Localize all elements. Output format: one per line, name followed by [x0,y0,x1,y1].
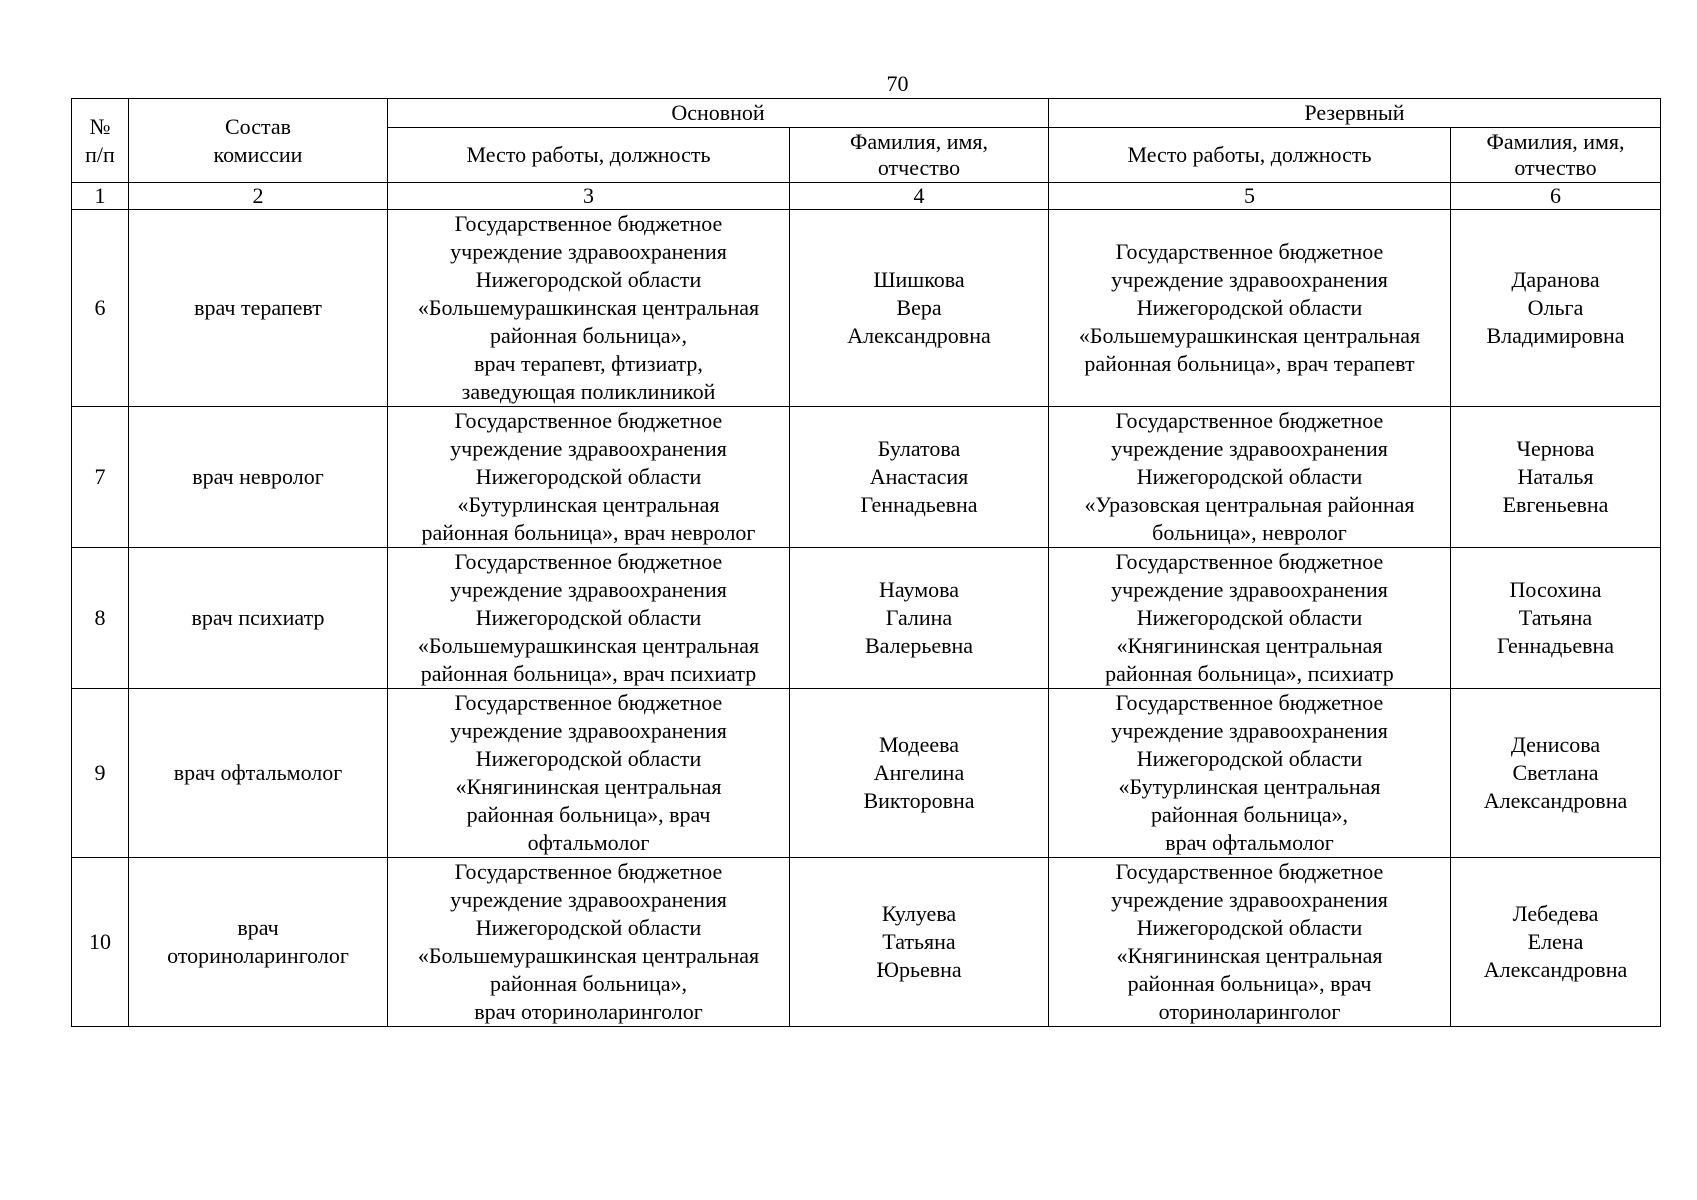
row-reserve-name: Денисова Светлана Александровна [1451,689,1661,858]
header-reserve: Резервный [1049,99,1661,128]
header-num: № п/п [72,99,129,183]
row-reserve-workplace: Государственное бюджетное учреждение здравоохранения Нижегородской области «Бутурлинская центральная районная больница», врач офтальмолог [1049,689,1451,858]
column-number: 3 [388,183,790,210]
row-role: врач терапевт [129,210,388,407]
column-number: 1 [72,183,129,210]
header-reserve-workplace: Место работы, должность [1049,128,1451,183]
header-reserve-fio: Фамилия, имя, отчество [1451,128,1661,183]
column-number: 6 [1451,183,1661,210]
row-reserve-workplace: Государственное бюджетное учреждение здравоохранения Нижегородской области «Княгининская центральная районная больница», психиатр [1049,548,1451,689]
row-main-workplace: Государственное бюджетное учреждение здравоохранения Нижегородской области «Княгининская центральная районная больница», врач офтальмолог [388,689,790,858]
row-reserve-workplace: Государственное бюджетное учреждение здравоохранения Нижегородской области «Уразовская центральная районная больница», невролог [1049,407,1451,548]
table-row [72,210,1661,407]
row-role: врач офтальмолог [129,689,388,858]
column-number: 4 [790,183,1049,210]
row-main-name: Наумова Галина Валерьевна [790,548,1049,689]
table-row [72,689,1661,858]
page-number: 70 [886,71,909,96]
table-row [72,858,1661,1027]
row-reserve-name: Посохина Татьяна Геннадьевна [1451,548,1661,689]
commission-table [71,98,1661,1027]
row-reserve-workplace: Государственное бюджетное учреждение здравоохранения Нижегородской области «Большемурашкинская центральная районная больница», врач терапевт [1049,210,1451,407]
header-main: Основной [388,99,1049,128]
row-main-name: Кулуева Татьяна Юрьевна [790,858,1049,1027]
row-num: 6 [72,210,129,407]
row-role: врач невролог [129,407,388,548]
row-role: врач оториноларинголог [129,858,388,1027]
row-num: 8 [72,548,129,689]
row-reserve-workplace: Государственное бюджетное учреждение здравоохранения Нижегородской области «Княгининская центральная районная больница», врач оториноларинголог [1049,858,1451,1027]
row-main-workplace: Государственное бюджетное учреждение здравоохранения Нижегородской области «Большемурашкинская центральная районная больница», врач психиатр [388,548,790,689]
row-main-name: Шишкова Вера Александровна [790,210,1049,407]
column-number: 5 [1049,183,1451,210]
table-row [72,407,1661,548]
row-reserve-name: Лебедева Елена Александровна [1451,858,1661,1027]
header-main-workplace: Место работы, должность [388,128,790,183]
row-reserve-name: Даранова Ольга Владимировна [1451,210,1661,407]
row-num: 9 [72,689,129,858]
row-num: 10 [72,858,129,1027]
header-composition: Состав комиссии [129,99,388,183]
table-row [72,548,1661,689]
column-number: 2 [129,183,388,210]
header-main-fio: Фамилия, имя, отчество [790,128,1049,183]
row-main-workplace: Государственное бюджетное учреждение здравоохранения Нижегородской области «Бутурлинская центральная районная больница», врач невролог [388,407,790,548]
row-reserve-name: Чернова Наталья Евгеньевна [1451,407,1661,548]
header-row-top [72,99,1661,128]
row-num: 7 [72,407,129,548]
row-main-workplace: Государственное бюджетное учреждение здравоохранения Нижегородской области «Большемурашкинская центральная районная больница», врач оториноларинголог [388,858,790,1027]
row-main-name: Булатова Анастасия Геннадьевна [790,407,1049,548]
row-main-workplace: Государственное бюджетное учреждение здравоохранения Нижегородской области «Большемурашкинская центральная районная больница», врач терапевт, фтизиатр, заведующая поликлиникой [388,210,790,407]
row-main-name: Модеева Ангелина Викторовна [790,689,1049,858]
row-role: врач психиатр [129,548,388,689]
column-number-row [72,183,1661,210]
